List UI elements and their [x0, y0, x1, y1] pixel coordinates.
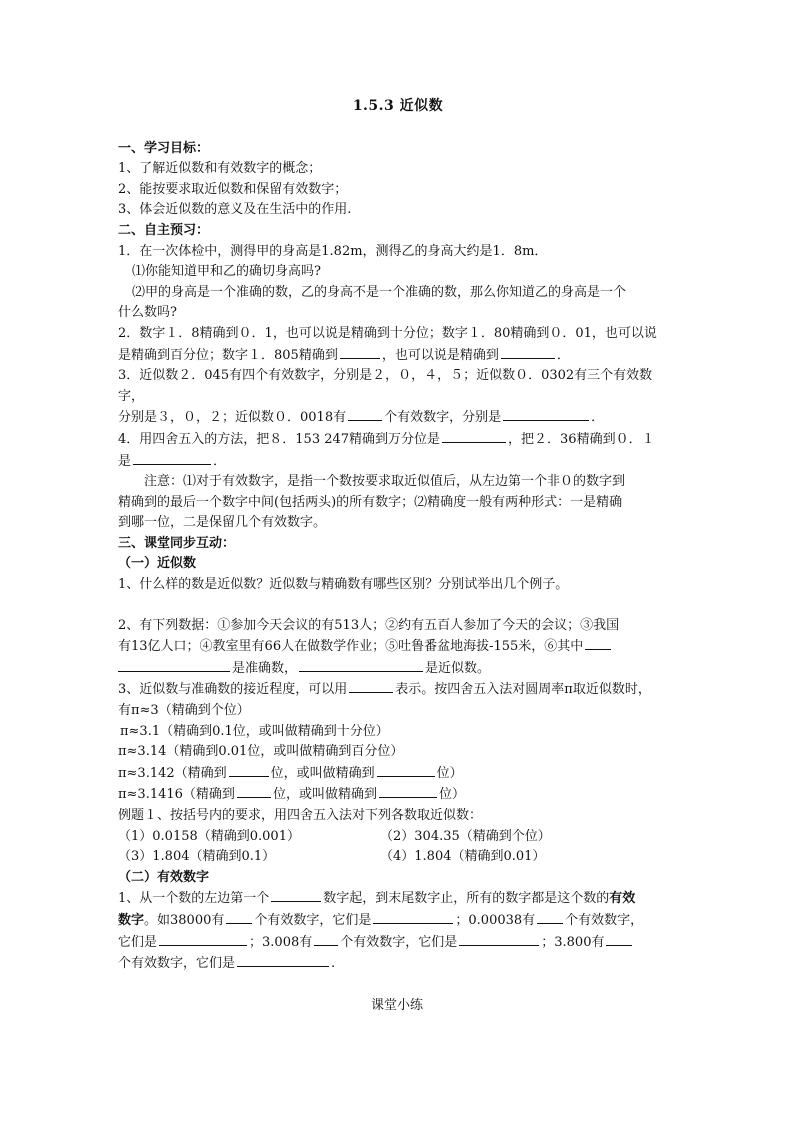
- fill-blank[interactable]: [340, 345, 380, 359]
- question-text: 位，或叫做精确到: [272, 787, 377, 803]
- question-text: 。如38000有: [144, 912, 225, 928]
- note-text: 到哪一位，二是保留几个有效数字。: [118, 515, 327, 531]
- question-text: 1．在一次体检中，测得甲的身高是1.82m，测得乙的身高大约是1．8m．: [118, 243, 548, 259]
- fill-blank[interactable]: [459, 932, 539, 946]
- fill-blank[interactable]: [237, 953, 329, 967]
- question-text: 个有效数字，分别是: [384, 410, 502, 426]
- question-text: 个有效数字，它们是: [340, 934, 458, 950]
- question-text: 是近似数。: [425, 660, 491, 676]
- question-text: 什么数吗?: [118, 305, 177, 321]
- question-text: ⑵甲的身高是一个准确的数，乙的身高不是一个准确的数，那么你知道乙的身高是一个: [132, 284, 627, 300]
- question-text: π≈3.1416（精确到: [118, 787, 235, 803]
- question-text: ；3.008有: [249, 934, 313, 950]
- question-text: 4．用四舍五入的方法，把８．153 247精确到万分位是: [118, 431, 441, 447]
- pi-approximation: π≈3.1（精确到0.1位，或叫做精确到十分位）: [120, 723, 389, 739]
- question-text: 它们是: [118, 934, 158, 950]
- key-term: 有效: [609, 891, 636, 907]
- page-title: 1.5.3 近似数: [352, 98, 444, 114]
- fill-blank[interactable]: [501, 345, 555, 359]
- section-heading: 二、自主预习：: [118, 222, 210, 238]
- question-text: 个有效数字，: [565, 912, 644, 928]
- question-text: 2、有下列数据：①参加今天会议的有513人；②约有五百人参加了今天的会议；③我国: [118, 617, 620, 633]
- fill-blank[interactable]: [537, 910, 563, 924]
- question-line: [118, 345, 678, 367]
- pi-approximation: [118, 763, 678, 785]
- question-text: 有π≈3（精确到个位）: [118, 703, 250, 719]
- key-term: 数字: [118, 912, 145, 928]
- question-text: 位）: [438, 787, 465, 803]
- fill-blank[interactable]: [237, 784, 271, 798]
- fill-blank[interactable]: [314, 932, 338, 946]
- question-text: 有13亿人口；④教室里有66人在做数学作业；⑤吐鲁番盆地海拔-155米，⑥其中: [118, 639, 584, 655]
- fill-blank[interactable]: [118, 658, 230, 672]
- question-text: ，把２．36精确到０．１: [508, 431, 655, 447]
- question-text: 位，或叫做精确到: [270, 765, 375, 781]
- question-line: [118, 932, 678, 954]
- answer-space: [118, 596, 678, 616]
- example-item: （4）1.804（精确到0.01）: [380, 849, 546, 865]
- question-text: 是精确到百分位；数字１．805精确到: [118, 347, 338, 363]
- question-line: [118, 888, 678, 910]
- fill-blank[interactable]: [585, 636, 611, 650]
- question-text: 位）: [436, 765, 463, 781]
- question-line: [118, 658, 678, 680]
- fill-blank[interactable]: [159, 932, 247, 946]
- question-text: ．: [591, 410, 605, 426]
- section-heading: 三、课堂同步互动：: [118, 535, 236, 551]
- question-text: ．: [213, 453, 227, 469]
- fill-blank[interactable]: [229, 763, 269, 777]
- question-text: .: [331, 956, 336, 972]
- worksheet: [118, 96, 678, 975]
- fill-blank[interactable]: [606, 932, 632, 946]
- question-text: 分别是３，０，２；近似数０．0018有: [118, 410, 347, 426]
- pi-approximation: π≈3.14（精确到0.01位，或叫做精确到百分位）: [118, 744, 404, 760]
- question-line: [118, 429, 678, 451]
- subsection-heading: （二）有效数字: [118, 869, 210, 885]
- objective-item: 2、能按要求取近似数和保留有效数字；: [118, 181, 348, 197]
- question-text: 2．数字１．8精确到０．1，也可以说是精确到十分位；数字１．80精确到０．01，也可以说: [118, 325, 657, 341]
- footer-heading: 课堂小练: [370, 998, 423, 1013]
- question-text: 表示。按四舍五入法对圆周率π取近似数时，: [395, 682, 651, 698]
- example-row: [118, 827, 678, 848]
- question-text: 是: [118, 453, 132, 469]
- fill-blank[interactable]: [299, 658, 423, 672]
- question-text: ，也可以说是精确到: [381, 347, 499, 363]
- question-text: 个有效数字，它们是: [254, 912, 372, 928]
- pi-approximation: [118, 784, 678, 806]
- note-text: 精确到的最后一个数字中间(包括两头)的所有数字；⑵精确度一般有两种形式：一是精确: [118, 494, 623, 510]
- fill-blank[interactable]: [348, 407, 382, 421]
- question-text: 3、近似数与准确数的接近程度，可以用: [118, 682, 348, 698]
- objective-item: 3、体会近似数的意义及在生活中的作用.: [118, 202, 352, 218]
- fill-blank[interactable]: [379, 784, 437, 798]
- question-text: π≈3.142（精确到: [118, 765, 227, 781]
- fill-blank[interactable]: [271, 888, 321, 902]
- example-item: （1）0.0158（精确到0.001）: [118, 828, 300, 844]
- fill-blank[interactable]: [226, 910, 252, 924]
- question-line: [118, 636, 678, 658]
- question-text: ．: [556, 347, 570, 363]
- question-text: 是准确数，: [232, 660, 298, 676]
- question-text: ；0.00038有: [455, 912, 536, 928]
- question-text: ；3.800有: [541, 934, 605, 950]
- example-item: （2）304.35（精确到个位）: [380, 828, 551, 844]
- fill-blank[interactable]: [133, 451, 211, 465]
- question-text: ⑴你能知道甲和乙的确切身高吗?: [132, 264, 321, 280]
- fill-blank[interactable]: [377, 763, 435, 777]
- fill-blank[interactable]: [442, 429, 506, 443]
- question-line: [118, 407, 678, 429]
- question-line: [118, 679, 678, 701]
- fill-blank[interactable]: [373, 910, 453, 924]
- example-item: （3）1.804（精确到0.1）: [118, 849, 276, 865]
- fill-blank[interactable]: [503, 407, 589, 421]
- question-line: [118, 953, 678, 975]
- example-text: 例题１、按括号内的要求，用四舍五入法对下列各数取近似数：: [118, 808, 483, 823]
- section-heading: 一、学习目标：: [118, 140, 210, 156]
- question-line: [118, 451, 678, 473]
- question-text: 3．近似数２．045有四个有效数字，分别是２，０，４，５；近似数０．0302有三个有效数字，: [118, 368, 653, 404]
- note-text: 注意：⑴对于有效数字，是指一个数按要求取近似值后，从左边第一个非０的数字到: [144, 474, 626, 490]
- question-text: 数字起，到末尾数字止，所有的数字都是这个数的: [323, 891, 610, 907]
- example-row: [118, 847, 678, 868]
- question-line: [118, 910, 678, 932]
- question-text: 1、从一个数的左边第一个: [118, 891, 270, 907]
- objective-item: 1、了解近似数和有效数字的概念；: [118, 161, 322, 177]
- question-text: 个有效数字，它们是: [118, 956, 236, 972]
- question-text: 1、什么样的数是近似数？近似数与精确数有哪些区别？分别试举出几个例子。: [118, 577, 569, 593]
- fill-blank[interactable]: [349, 679, 393, 693]
- subsection-heading: （一）近似数: [118, 556, 197, 572]
